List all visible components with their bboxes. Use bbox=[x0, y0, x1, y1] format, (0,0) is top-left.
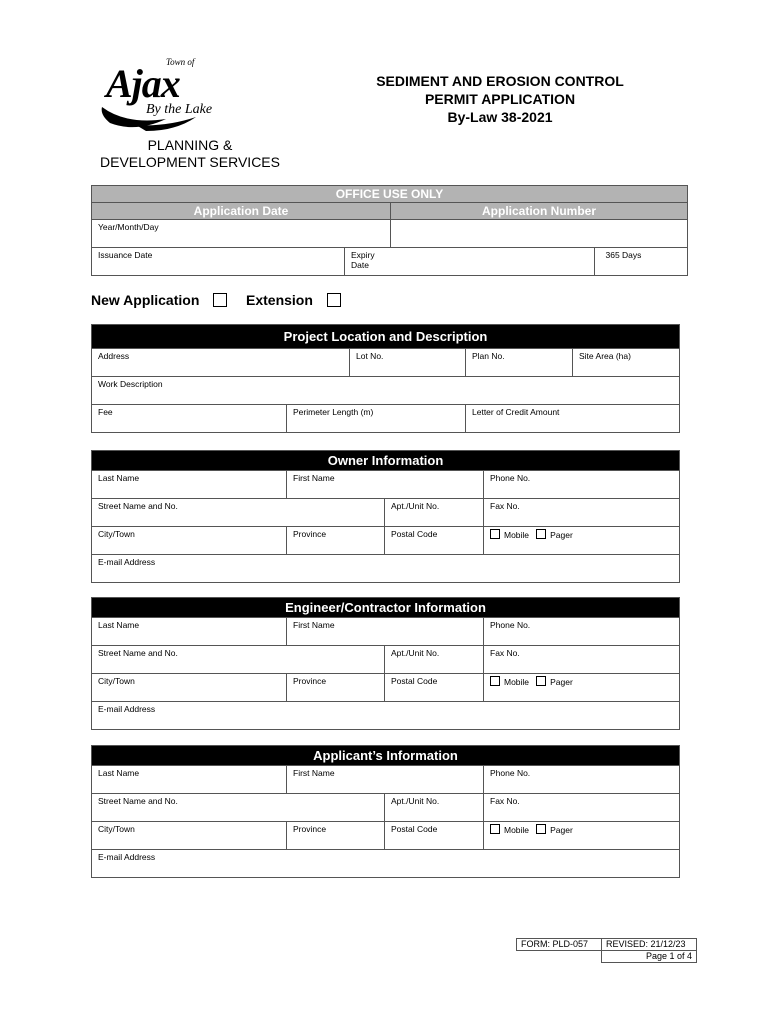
applicant-fax-field[interactable] bbox=[484, 794, 680, 822]
mobile-label: Mobile bbox=[504, 677, 530, 687]
owner-city-field[interactable] bbox=[92, 527, 287, 555]
city-label: City/Town bbox=[98, 529, 135, 539]
apt-label: Apt./Unit No. bbox=[391, 648, 440, 658]
applicant-city-field[interactable] bbox=[92, 822, 287, 850]
owner-device-field bbox=[484, 527, 680, 555]
year-month-day-label: Year/Month/Day bbox=[98, 222, 159, 232]
dept-line-2: DEVELOPMENT SERVICES bbox=[100, 154, 280, 170]
engineer-first-name-field[interactable] bbox=[287, 618, 484, 646]
new-application-checkbox[interactable] bbox=[213, 293, 227, 307]
extension-label: Extension bbox=[246, 292, 313, 308]
last-name-label: Last Name bbox=[98, 620, 140, 630]
owner-street-field[interactable] bbox=[92, 499, 385, 527]
logo-town-of: Town of bbox=[166, 57, 195, 67]
owner-apt-field[interactable] bbox=[385, 499, 484, 527]
first-name-label: First Name bbox=[293, 473, 335, 483]
expiry-date-field[interactable] bbox=[345, 248, 394, 276]
owner-table bbox=[91, 450, 680, 583]
first-name-label: First Name bbox=[293, 620, 335, 630]
department-name bbox=[90, 137, 290, 171]
application-number-field[interactable] bbox=[391, 220, 688, 248]
applicant-province-field[interactable] bbox=[287, 822, 385, 850]
phone-label: Phone No. bbox=[490, 768, 531, 778]
project-header: Project Location and Description bbox=[92, 325, 680, 349]
applicant-mobile-checkbox[interactable] bbox=[490, 824, 500, 834]
engineer-header: Engineer/Contractor Information bbox=[92, 598, 680, 618]
lot-no-field[interactable] bbox=[350, 349, 466, 377]
form-footer bbox=[516, 938, 697, 963]
project-table bbox=[91, 324, 680, 433]
province-label: Province bbox=[293, 529, 327, 539]
application-date-header: Application Date bbox=[92, 203, 391, 220]
engineer-mobile-checkbox[interactable] bbox=[490, 676, 500, 686]
dept-line-1: PLANNING & bbox=[147, 137, 233, 153]
mobile-label: Mobile bbox=[504, 530, 530, 540]
applicant-street-field[interactable] bbox=[92, 794, 385, 822]
fax-label: Fax No. bbox=[490, 796, 520, 806]
applicant-postal-field[interactable] bbox=[385, 822, 484, 850]
work-description-label: Work Description bbox=[98, 379, 163, 389]
pager-label: Pager bbox=[550, 530, 573, 540]
engineer-street-field[interactable] bbox=[92, 646, 385, 674]
applicant-last-name-field[interactable] bbox=[92, 766, 287, 794]
applicant-phone-field[interactable] bbox=[484, 766, 680, 794]
new-application-label: New Application bbox=[91, 292, 200, 308]
expiry-days-cell bbox=[394, 248, 688, 276]
city-label: City/Town bbox=[98, 676, 135, 686]
revised-date: REVISED: 21/12/23 bbox=[602, 939, 697, 951]
email-label: E-mail Address bbox=[98, 852, 156, 862]
form-number: FORM: PLD-057 bbox=[517, 939, 602, 951]
lot-no-label: Lot No. bbox=[356, 351, 384, 361]
form-title bbox=[330, 72, 670, 126]
issuance-date-label: Issuance Date bbox=[98, 250, 153, 260]
apt-label: Apt./Unit No. bbox=[391, 501, 440, 511]
extension-option[interactable] bbox=[246, 292, 341, 308]
engineer-fax-field[interactable] bbox=[484, 646, 680, 674]
logo-ajax: Ajax bbox=[106, 61, 180, 106]
new-application-option[interactable] bbox=[91, 292, 227, 308]
plan-no-label: Plan No. bbox=[472, 351, 505, 361]
perimeter-label: Perimeter Length (m) bbox=[293, 407, 374, 417]
engineer-phone-field[interactable] bbox=[484, 618, 680, 646]
applicant-first-name-field[interactable] bbox=[287, 766, 484, 794]
pager-label: Pager bbox=[550, 825, 573, 835]
logo-by-the-lake: By the Lake bbox=[146, 102, 213, 117]
owner-phone-field[interactable] bbox=[484, 471, 680, 499]
work-description-field[interactable] bbox=[92, 377, 680, 405]
email-label: E-mail Address bbox=[98, 557, 156, 567]
engineer-pager-checkbox[interactable] bbox=[536, 676, 546, 686]
applicant-header: Applicant’s Information bbox=[92, 746, 680, 766]
fee-field[interactable] bbox=[92, 405, 287, 433]
first-name-label: First Name bbox=[293, 768, 335, 778]
engineer-city-field[interactable] bbox=[92, 674, 287, 702]
office-use-table bbox=[91, 185, 688, 276]
office-use-header: OFFICE USE ONLY bbox=[92, 186, 688, 203]
applicant-table bbox=[91, 745, 680, 878]
apt-label: Apt./Unit No. bbox=[391, 796, 440, 806]
owner-province-field[interactable] bbox=[287, 527, 385, 555]
engineer-apt-field[interactable] bbox=[385, 646, 484, 674]
last-name-label: Last Name bbox=[98, 768, 140, 778]
street-label: Street Name and No. bbox=[98, 796, 178, 806]
fee-label: Fee bbox=[98, 407, 113, 417]
mobile-label: Mobile bbox=[504, 825, 530, 835]
days-label: 365 Days bbox=[605, 250, 642, 260]
postal-label: Postal Code bbox=[391, 676, 438, 686]
owner-email-field[interactable] bbox=[92, 555, 680, 583]
address-field[interactable] bbox=[92, 349, 350, 377]
expiry-date-label: Expiry Date bbox=[351, 250, 375, 270]
phone-label: Phone No. bbox=[490, 473, 531, 483]
owner-pager-checkbox[interactable] bbox=[536, 529, 546, 539]
owner-first-name-field[interactable] bbox=[287, 471, 484, 499]
perimeter-field[interactable] bbox=[287, 405, 466, 433]
address-label: Address bbox=[98, 351, 130, 361]
issuance-date-field[interactable] bbox=[92, 248, 345, 276]
postal-label: Postal Code bbox=[391, 824, 438, 834]
engineer-email-field[interactable] bbox=[92, 702, 680, 730]
last-name-label: Last Name bbox=[98, 473, 140, 483]
engineer-last-name-field[interactable] bbox=[92, 618, 287, 646]
page-number: Page 1 of 4 bbox=[602, 951, 697, 963]
street-label: Street Name and No. bbox=[98, 501, 178, 511]
applicant-device-field bbox=[484, 822, 680, 850]
phone-label: Phone No. bbox=[490, 620, 531, 630]
applicant-pager-checkbox[interactable] bbox=[536, 824, 546, 834]
engineer-table bbox=[91, 597, 680, 730]
street-label: Street Name and No. bbox=[98, 648, 178, 658]
fax-label: Fax No. bbox=[490, 501, 520, 511]
applicant-apt-field[interactable] bbox=[385, 794, 484, 822]
letter-of-credit-label: Letter of Credit Amount bbox=[472, 407, 560, 417]
owner-header: Owner Information bbox=[92, 451, 680, 471]
title-line-2: PERMIT APPLICATION bbox=[424, 91, 576, 107]
engineer-postal-field[interactable] bbox=[385, 674, 484, 702]
province-label: Province bbox=[293, 824, 327, 834]
owner-mobile-checkbox[interactable] bbox=[490, 529, 500, 539]
province-label: Province bbox=[293, 676, 327, 686]
title-line-3: By-Law 38-2021 bbox=[447, 109, 553, 125]
extension-checkbox[interactable] bbox=[327, 293, 341, 307]
plan-no-field[interactable] bbox=[466, 349, 573, 377]
site-area-field[interactable] bbox=[573, 349, 680, 377]
engineer-province-field[interactable] bbox=[287, 674, 385, 702]
owner-fax-field[interactable] bbox=[484, 499, 680, 527]
ajax-logo bbox=[96, 55, 236, 135]
email-label: E-mail Address bbox=[98, 704, 156, 714]
letter-of-credit-field[interactable] bbox=[466, 405, 680, 433]
applicant-email-field[interactable] bbox=[92, 850, 680, 878]
owner-postal-field[interactable] bbox=[385, 527, 484, 555]
postal-label: Postal Code bbox=[391, 529, 438, 539]
engineer-device-field bbox=[484, 674, 680, 702]
site-area-label: Site Area (ha) bbox=[579, 351, 631, 361]
city-label: City/Town bbox=[98, 824, 135, 834]
owner-last-name-field[interactable] bbox=[92, 471, 287, 499]
application-number-header: Application Number bbox=[391, 203, 688, 220]
fax-label: Fax No. bbox=[490, 648, 520, 658]
pager-label: Pager bbox=[550, 677, 573, 687]
application-date-field[interactable] bbox=[92, 220, 391, 248]
title-line-1: SEDIMENT AND EROSION CONTROL bbox=[376, 73, 624, 89]
